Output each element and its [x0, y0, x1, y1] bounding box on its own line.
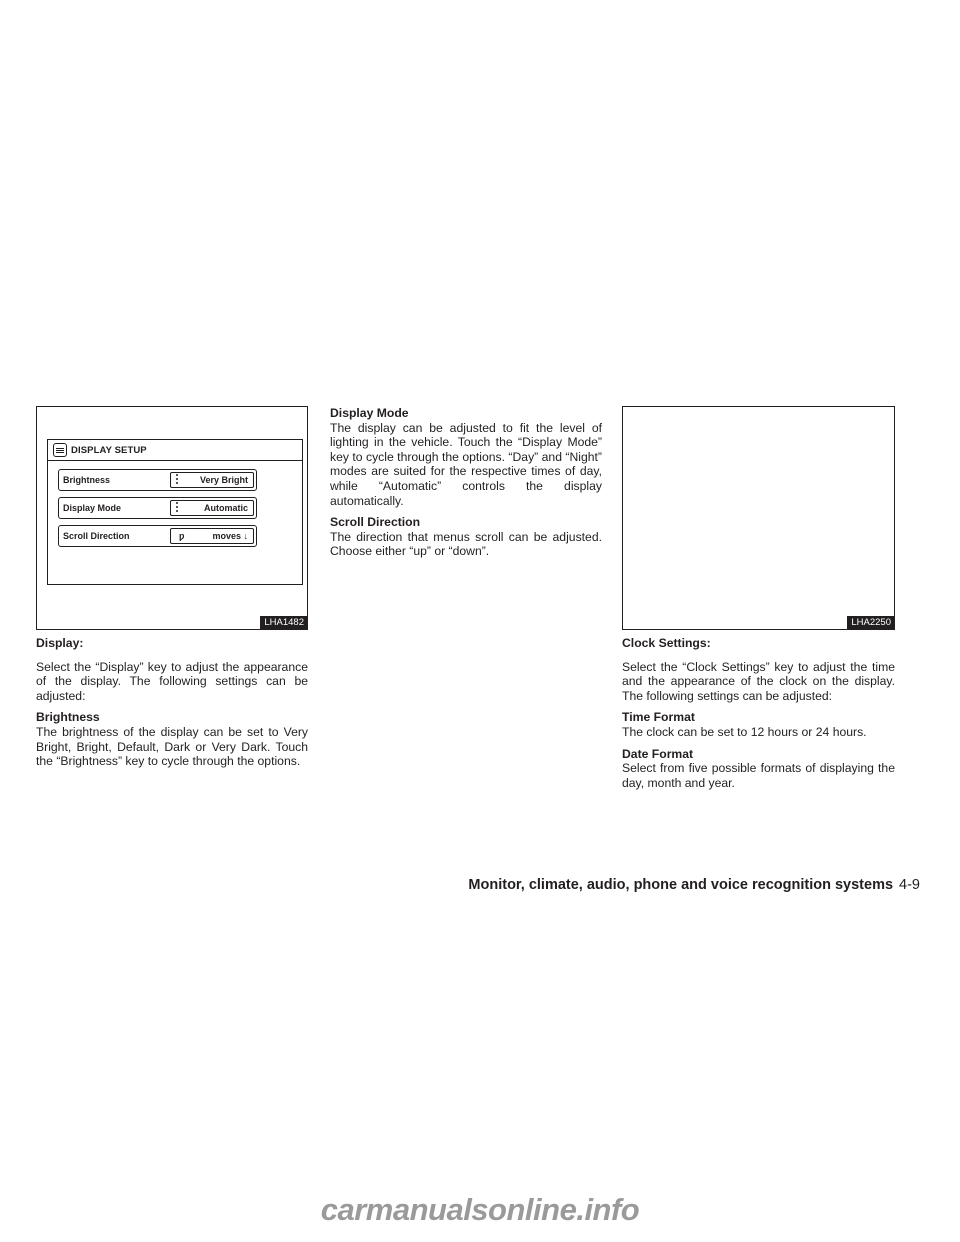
- column-display: [36, 636, 308, 776]
- brightness-text: The brightness of the display can be set to Very Bright, Bright, Default, Dark or Very Dark. Touch the “Brightness” key to cycle through the options.: [36, 724, 308, 769]
- scroll-direction-heading: Scroll Direction: [330, 515, 421, 530]
- display-mode-row[interactable]: [58, 497, 257, 519]
- dots-icon: [176, 502, 178, 512]
- figure-clock-settings: [622, 406, 895, 630]
- time-format-text: The clock can be set to 12 hours or 24 hours.: [622, 724, 867, 739]
- screen-title: DISPLAY SETUP: [71, 444, 147, 456]
- display-mode-text: The display can be adjusted to fit the level of lighting in the vehicle. Touch the “Display Mode” key to cycle through the options. “Day” and “Night” modes are suited for the respective times of day, while “Automatic” controls the display automatically.: [330, 420, 602, 508]
- brightness-value-button[interactable]: [170, 472, 254, 488]
- display-mode-label: Display Mode: [63, 503, 122, 513]
- scroll-direction-label: Scroll Direction: [63, 531, 130, 541]
- display-mode-value-button[interactable]: [170, 500, 254, 516]
- display-setup-screen: [47, 439, 303, 585]
- column-clock: [622, 636, 895, 797]
- scroll-knob-icon: ƿ: [179, 531, 185, 541]
- display-heading: Display:: [36, 636, 84, 650]
- page-footer: [468, 877, 920, 893]
- scroll-direction-row[interactable]: [58, 525, 257, 547]
- display-intro: Select the “Display” key to adjust the appearance of the display. The following settings can be adjusted:: [36, 659, 308, 703]
- figure-code: LHA2250: [847, 616, 894, 629]
- date-format-heading: Date Format: [622, 746, 694, 761]
- clock-settings-heading: Clock Settings:: [622, 636, 711, 650]
- scroll-direction-value: moves ↓: [212, 531, 248, 541]
- clock-settings-intro: Select the “Clock Settings” key to adjust the time and the appearance of the clock on the display. The following settings can be adjusted:: [622, 659, 895, 703]
- display-mode-value: Automatic: [203, 503, 248, 513]
- dots-icon: [176, 474, 178, 484]
- brightness-value: Very Bright: [199, 475, 248, 485]
- watermark: carmanualsonline.info: [320, 1192, 640, 1227]
- section-title: Monitor, climate, audio, phone and voice recognition systems: [468, 877, 894, 893]
- setup-menu-icon: [53, 443, 67, 457]
- date-format-text: Select from five possible formats of displaying the day, month and year.: [622, 761, 895, 790]
- figure-code: LHA1482: [260, 616, 307, 629]
- column-display-mode: [330, 406, 602, 566]
- display-mode-heading: Display Mode: [330, 406, 409, 420]
- scroll-direction-text: The direction that menus scroll can be adjusted. Choose either “up” or “down”.: [330, 529, 602, 559]
- screen-header: [48, 440, 302, 461]
- time-format-heading: Time Format: [622, 710, 695, 725]
- scroll-direction-value-button[interactable]: [170, 528, 254, 544]
- figure-display-setup: [36, 406, 308, 630]
- brightness-heading: Brightness: [36, 710, 100, 725]
- brightness-row[interactable]: [58, 469, 257, 491]
- brightness-label: Brightness: [63, 475, 111, 485]
- page-number: 4-9: [899, 877, 920, 893]
